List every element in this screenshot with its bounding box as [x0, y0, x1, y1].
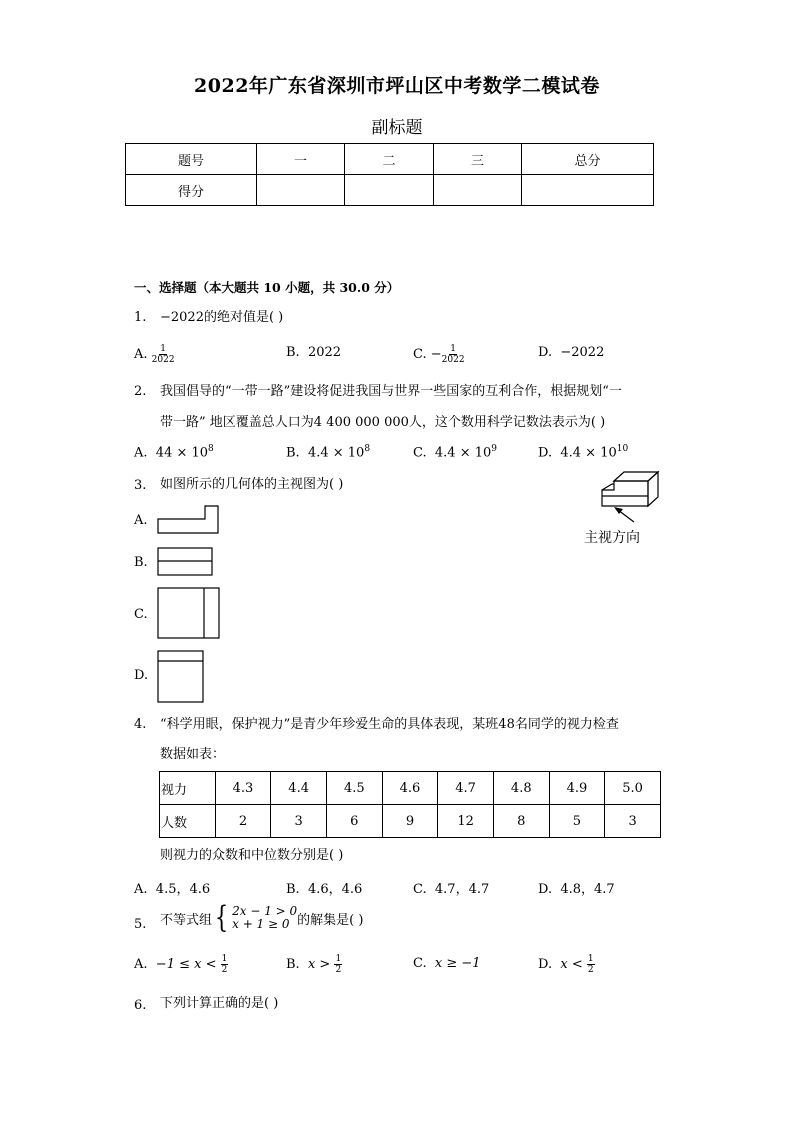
- question-text: 不等式组 { 2x − 1 > 0 x + 1 ≥ 0 的解集是( ): [160, 900, 364, 935]
- table-cell: 12: [438, 805, 494, 838]
- option-text: −2022: [560, 345, 605, 360]
- option-c: C. 4.7，4.7: [413, 882, 490, 897]
- score-cell: 得分: [126, 175, 257, 206]
- score-table-score-row: [126, 175, 654, 206]
- table-cell: 4.3: [215, 772, 271, 805]
- table-cell: 5.0: [605, 772, 661, 805]
- question-text-line: 我国倡导的“一带一路”建设将促进我国与世界一些国家的互利合作，根据规划“一: [160, 384, 622, 399]
- score-cell: 三: [434, 144, 522, 175]
- table-cell: 4.9: [549, 772, 605, 805]
- score-table: [125, 143, 654, 206]
- question-text-line: 则视力的众数和中位数分别是( ): [160, 848, 344, 863]
- figure-caption: 主视方向: [584, 530, 640, 546]
- option-c-figure: [157, 587, 221, 640]
- question-number: 1.: [134, 310, 147, 325]
- table-row: [160, 772, 661, 805]
- score-entry-cell[interactable]: [257, 175, 345, 206]
- table-cell: 4.4: [271, 772, 327, 805]
- table-cell: 4.5: [326, 772, 382, 805]
- option-a: [134, 344, 175, 365]
- question-number: 4.: [134, 717, 147, 732]
- table-cell: 2: [215, 805, 271, 838]
- option-b-label: B.: [134, 555, 148, 570]
- option-d: D. $4.4 \times 10^{10}$: [538, 444, 629, 461]
- question-number: 6.: [134, 998, 147, 1013]
- option-label: D.: [538, 345, 553, 360]
- option-d-figure: [157, 650, 205, 704]
- inequality-system: { 2x − 1 > 0 x + 1 ≥ 0: [214, 900, 298, 935]
- question-text-line: “科学用眼，保护视力”是青少年珍爱生命的具体表现，某班48名同学的视力检查: [160, 717, 619, 732]
- fraction: $\frac{1}{2}$: [221, 954, 228, 975]
- score-cell: 题号: [126, 144, 257, 175]
- fraction: $\frac{1}{2}$: [587, 954, 594, 975]
- vision-data-table: [159, 771, 661, 838]
- score-table-header-row: [126, 144, 654, 175]
- table-cell: 4.6: [382, 772, 438, 805]
- option-b: [286, 345, 341, 360]
- table-cell: 9: [382, 805, 438, 838]
- table-cell: 人数: [160, 805, 216, 838]
- score-cell: 一: [257, 144, 345, 175]
- score-entry-cell[interactable]: [522, 175, 654, 206]
- option-label: C.: [413, 347, 427, 362]
- option-b: B. x > $\frac{1}{2}$: [286, 954, 342, 975]
- table-cell: 4.8: [493, 772, 549, 805]
- question-number: 3.: [134, 478, 147, 493]
- section-heading: 一、选择题（本大题共 10 小题，共 30.0 分）: [134, 280, 400, 295]
- table-cell: 3: [605, 805, 661, 838]
- question-text-line: 数据如表：: [160, 747, 226, 762]
- score-entry-cell[interactable]: [434, 175, 522, 206]
- table-row: [160, 805, 661, 838]
- option-d: D. 4.8，4.7: [538, 882, 615, 897]
- option-d: [538, 345, 604, 360]
- option-b: B. $4.4 \times 10^8$: [286, 444, 371, 461]
- option-a: A. −1 ≤ x < $\frac{1}{2}$: [134, 954, 228, 975]
- question-number: 5.: [134, 917, 147, 932]
- option-c: C. x ≥ −1: [413, 956, 481, 971]
- question-number: 2.: [134, 384, 147, 399]
- option-c-label: C.: [134, 607, 148, 622]
- table-cell: 3: [271, 805, 327, 838]
- option-label: A.: [134, 347, 148, 362]
- question-text: −2022的绝对值是( ): [160, 310, 284, 325]
- option-a: A. $44 \times 10^8$: [134, 444, 214, 461]
- option-c: C. − $\frac{1}{2022}$: [413, 344, 465, 365]
- solid-figure: [598, 470, 662, 524]
- option-label: B.: [286, 345, 300, 360]
- option-d-label: D.: [134, 668, 149, 683]
- fraction: $\frac{1}{2022}$: [151, 344, 175, 365]
- option-a-label: A.: [134, 513, 148, 528]
- option-text: 2022: [307, 345, 342, 360]
- fraction: $\frac{1}{2022}$: [441, 344, 465, 365]
- option-d: D. x < $\frac{1}{2}$: [538, 954, 594, 975]
- score-cell: 二: [345, 144, 434, 175]
- table-cell: 4.7: [438, 772, 494, 805]
- fraction: $\frac{1}{2}$: [335, 954, 342, 975]
- page-title: 2022年广东省深圳市坪山区中考数学二模试卷: [194, 75, 600, 97]
- score-entry-cell[interactable]: [345, 175, 434, 206]
- table-cell: 5: [549, 805, 605, 838]
- option-b: B. 4.6，4.6: [286, 882, 363, 897]
- option-a-figure: [157, 505, 221, 535]
- table-cell: 视力: [160, 772, 216, 805]
- page-subtitle: 副标题: [371, 118, 423, 138]
- table-cell: 8: [493, 805, 549, 838]
- option-a: A. 4.5，4.6: [134, 882, 211, 897]
- question-text-line: 带一路” 地区覆盖总人口为4 400 000 000人，这个数用科学记数法表示为( ): [160, 415, 606, 430]
- option-b-figure: [157, 547, 215, 577]
- score-cell: 总分: [522, 144, 654, 175]
- option-c: C. $4.4 \times 10^9$: [413, 444, 497, 461]
- question-text: 下列计算正确的是( ): [160, 996, 279, 1011]
- table-cell: 6: [326, 805, 382, 838]
- question-text: 如图所示的几何体的主视图为( ): [160, 477, 344, 492]
